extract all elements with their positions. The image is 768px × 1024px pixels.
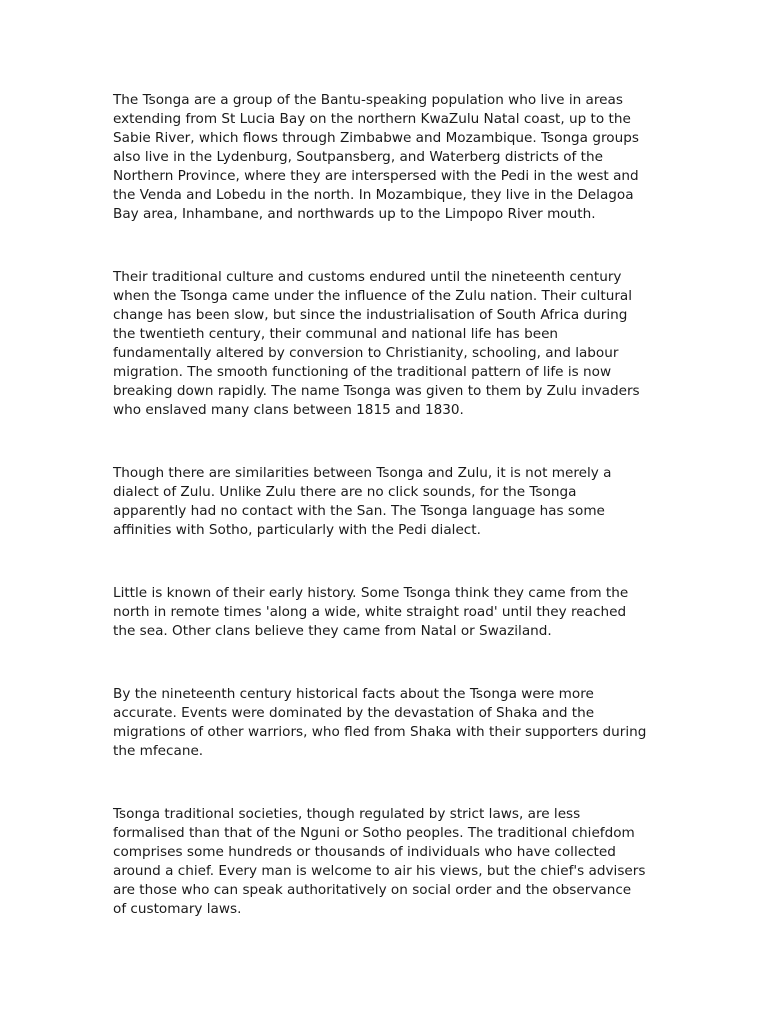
text-line: fundamentally altered by conversion to Christianity, schooling, and labour: [113, 345, 619, 361]
text-line: the twentieth century, their communal and national life has been: [113, 326, 559, 342]
text-line: The Tsonga are a group of the Bantu-speaking population who live in areas: [113, 92, 623, 108]
paragraph-1: [113, 91, 673, 224]
text-line: when the Tsonga came under the influence of the Zulu nation. Their cultural: [113, 288, 633, 304]
paragraph-2: [113, 268, 673, 420]
text-line: the sea. Other clans believe they came from Natal or Swaziland.: [113, 623, 552, 639]
text-line: Their traditional culture and customs endured until the nineteenth century: [113, 269, 622, 285]
text-line: comprises some hundreds or thousands of individuals who have collected: [113, 844, 616, 860]
text-line: migrations of other warriors, who fled from Shaka with their supporters during: [113, 724, 647, 740]
paragraph-4: [113, 584, 673, 641]
text-line: accurate. Events were dominated by the devastation of Shaka and the: [113, 705, 595, 721]
text-line: north in remote times 'along a wide, white straight road' until they reached: [113, 604, 627, 620]
text-line: Sabie River, which flows through Zimbabwe and Mozambique. Tsonga groups: [113, 130, 639, 146]
document-body: [113, 91, 673, 919]
text-line: extending from St Lucia Bay on the northern KwaZulu Natal coast, up to the: [113, 111, 631, 127]
text-line: Northern Province, where they are interspersed with the Pedi in the west and: [113, 168, 639, 184]
text-line: Tsonga traditional societies, though regulated by strict laws, are less: [113, 806, 581, 822]
text-line: are those who can speak authoritatively on social order and the observance: [113, 882, 632, 898]
text-line: dialect of Zulu. Unlike Zulu there are no click sounds, for the Tsonga: [113, 484, 577, 500]
text-line: also live in the Lydenburg, Soutpansberg, and Waterberg districts of the: [113, 149, 603, 165]
text-line: the mfecane.: [113, 743, 204, 759]
text-line: who enslaved many clans between 1815 and 1830.: [113, 402, 464, 418]
text-line: By the nineteenth century historical facts about the Tsonga were more: [113, 686, 594, 702]
text-line: apparently had no contact with the San. The Tsonga language has some: [113, 503, 605, 519]
text-line: of customary laws.: [113, 901, 242, 917]
paragraph-6: [113, 805, 673, 919]
paragraph-5: [113, 685, 673, 761]
text-line: Little is known of their early history. Some Tsonga think they came from the: [113, 585, 629, 601]
text-line: the Venda and Lobedu in the north. In Mozambique, they live in the Delagoa: [113, 187, 634, 203]
text-line: Bay area, Inhambane, and northwards up to the Limpopo River mouth.: [113, 206, 596, 222]
text-line: breaking down rapidly. The name Tsonga was given to them by Zulu invaders: [113, 383, 640, 399]
text-line: affinities with Sotho, particularly with the Pedi dialect.: [113, 522, 481, 538]
text-line: migration. The smooth functioning of the traditional pattern of life is now: [113, 364, 612, 380]
text-line: change has been slow, but since the industrialisation of South Africa during: [113, 307, 628, 323]
paragraph-3: [113, 464, 673, 540]
text-line: Though there are similarities between Tsonga and Zulu, it is not merely a: [113, 465, 612, 481]
text-line: around a chief. Every man is welcome to air his views, but the chief's advisers: [113, 863, 646, 879]
text-line: formalised than that of the Nguni or Sotho peoples. The traditional chiefdom: [113, 825, 635, 841]
